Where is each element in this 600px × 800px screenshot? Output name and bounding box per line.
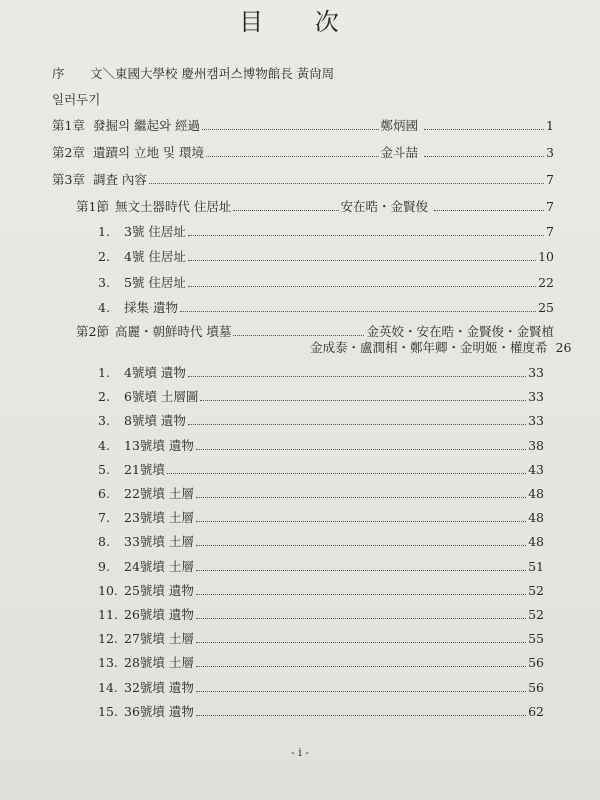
- item-page: 43: [528, 461, 544, 477]
- chapter-title: 遺蹟의 立地 및 環境: [92, 145, 205, 160]
- leader-dots: [434, 209, 544, 211]
- item-number: 10.: [98, 582, 118, 598]
- item-page: 52: [528, 607, 544, 622]
- leader-dots: [188, 375, 526, 377]
- leader-dots: [196, 448, 526, 450]
- toc-item[interactable]: [98, 462, 544, 478]
- leader-dots: [196, 690, 526, 692]
- item-title: 21號墳: [124, 461, 165, 477]
- section-author-line-2: 金成泰・盧潤相・鄭年卿・金明姬・權度希: [310, 340, 548, 355]
- item-number: 15.: [98, 703, 118, 719]
- item-number: 7.: [98, 510, 110, 526]
- item-page: 33: [528, 365, 544, 380]
- toc-item[interactable]: [98, 300, 554, 316]
- chapter-page: 7: [546, 172, 554, 187]
- leader-dots: [196, 593, 526, 595]
- item-number: 6.: [98, 486, 110, 501]
- section-page: 7: [546, 199, 554, 214]
- item-title: 22號墳 土層: [124, 486, 194, 501]
- item-title: 4號 住居址: [124, 249, 186, 265]
- toc-item[interactable]: [98, 559, 544, 575]
- leader-dots: [196, 641, 526, 643]
- item-title: 4號墳 遺物: [124, 365, 186, 380]
- item-page: 48: [528, 534, 544, 550]
- item-page: 52: [528, 582, 544, 598]
- item-title: 13號墳 遺物: [124, 437, 194, 453]
- item-title: 27號墳 土層: [124, 631, 194, 647]
- item-number: 5.: [98, 461, 110, 477]
- item-number: 3.: [98, 274, 110, 290]
- item-page: 48: [528, 510, 544, 526]
- toc-entry-chapter-1[interactable]: [52, 118, 554, 134]
- toc-item[interactable]: [98, 365, 544, 381]
- leader-dots: [200, 399, 526, 401]
- toc-item[interactable]: [98, 389, 544, 405]
- item-title: 32號墳 遺物: [124, 679, 194, 695]
- item-number: 1.: [98, 224, 110, 239]
- leader-dots: [167, 472, 526, 474]
- item-title: 33號墳 土層: [124, 534, 194, 550]
- page-number-footer: - i -: [291, 746, 309, 759]
- toc-item[interactable]: [98, 583, 544, 599]
- leader-dots: [196, 520, 526, 522]
- section-author-line-1: 金英姣・安在晧・金賢俊・金賢植: [366, 324, 554, 339]
- item-number: 9.: [98, 558, 110, 574]
- item-page: 33: [528, 389, 544, 405]
- item-page: 48: [528, 486, 544, 501]
- item-page: 55: [528, 631, 544, 647]
- leader-dots: [233, 209, 338, 211]
- item-number: 13.: [98, 655, 118, 671]
- preface-text: 文＼東國大學校 慶州캠퍼스博物館長 黃尙周: [90, 66, 335, 81]
- item-title: 36號墳 遺物: [124, 703, 194, 719]
- item-title: 28號墳 土層: [124, 655, 194, 671]
- toc-item[interactable]: [98, 275, 554, 291]
- item-number: 2.: [98, 249, 110, 265]
- chapter-title: 調査 內容: [92, 172, 147, 187]
- item-page: 7: [546, 224, 554, 239]
- item-number: 1.: [98, 365, 110, 380]
- toc-item[interactable]: [98, 249, 554, 265]
- toc-item[interactable]: [98, 486, 544, 502]
- section-label: 第2節: [76, 324, 109, 339]
- leader-dots: [180, 310, 536, 312]
- toc-entry-section-2-authors: [310, 340, 572, 356]
- toc-item[interactable]: [98, 534, 544, 550]
- chapter-page: 1: [546, 118, 554, 133]
- leader-dots: [188, 423, 526, 425]
- section-label: 第1節: [76, 199, 109, 214]
- leader-dots: [206, 155, 379, 157]
- item-page: 33: [528, 413, 544, 429]
- item-title: 8號墳 遺物: [124, 413, 186, 429]
- leader-dots: [202, 128, 378, 130]
- item-page: 62: [528, 703, 544, 719]
- chapter-label: 第1章: [52, 118, 85, 133]
- toc-entry-chapter-2[interactable]: [52, 145, 554, 161]
- notes-link[interactable]: 일러두기: [52, 92, 101, 107]
- toc-entry-chapter-3[interactable]: [52, 172, 554, 188]
- item-number: 14.: [98, 679, 118, 695]
- section-author: 安在晧・金賢俊: [340, 199, 429, 214]
- leader-dots: [196, 544, 526, 546]
- toc-item[interactable]: [98, 655, 544, 671]
- toc-item[interactable]: [98, 680, 544, 696]
- item-page: 56: [528, 655, 544, 671]
- leader-dots: [149, 182, 544, 184]
- item-page: 25: [538, 299, 554, 315]
- page-title: 目 次: [239, 8, 361, 36]
- chapter-label: 第3章: [52, 172, 85, 187]
- item-number: 4.: [98, 299, 110, 315]
- preface-label: 序: [52, 66, 65, 81]
- leader-dots: [188, 259, 536, 261]
- chapter-label: 第2章: [52, 145, 85, 160]
- leader-dots: [233, 334, 364, 336]
- toc-item[interactable]: [98, 704, 544, 720]
- section-page: 26: [555, 340, 572, 355]
- item-page: 10: [538, 249, 554, 265]
- item-number: 12.: [98, 631, 118, 647]
- leader-dots: [188, 285, 536, 287]
- item-number: 4.: [98, 437, 110, 453]
- toc-item[interactable]: [98, 607, 544, 623]
- item-number: 2.: [98, 389, 110, 405]
- section-title: 無文土器時代 住居址: [114, 199, 232, 214]
- item-title: 26號墳 遺物: [124, 607, 194, 622]
- leader-dots: [196, 617, 526, 619]
- item-page: 22: [538, 274, 554, 290]
- leader-dots: [424, 155, 544, 157]
- item-number: 11.: [98, 607, 118, 622]
- leader-dots: [196, 714, 526, 716]
- toc-item[interactable]: [98, 631, 544, 647]
- toc-item[interactable]: [98, 438, 544, 454]
- item-title: 23號墳 土層: [124, 510, 194, 526]
- item-page: 56: [528, 679, 544, 695]
- toc-item[interactable]: [98, 224, 554, 240]
- toc-item[interactable]: [98, 510, 544, 526]
- leader-dots: [196, 665, 526, 667]
- item-title: 5號 住居址: [124, 274, 186, 290]
- leader-dots: [424, 128, 544, 130]
- item-title: 25號墳 遺物: [124, 582, 194, 598]
- section-title: 高麗・朝鮮時代 墳墓: [114, 324, 232, 339]
- item-title: 採集 遺物: [124, 299, 178, 315]
- leader-dots: [196, 569, 526, 571]
- item-number: 3.: [98, 413, 110, 429]
- toc-entry-section-1[interactable]: [76, 199, 554, 215]
- item-number: 8.: [98, 534, 110, 550]
- item-page: 51: [528, 558, 544, 574]
- chapter-author: 鄭炳國: [380, 118, 419, 133]
- chapter-page: 3: [546, 145, 554, 160]
- item-title: 3號 住居址: [124, 224, 186, 239]
- toc-item[interactable]: [98, 413, 544, 429]
- chapter-title: 發掘의 繼起와 經過: [92, 118, 201, 133]
- item-title: 24號墳 土層: [124, 558, 194, 574]
- item-page: 38: [528, 437, 544, 453]
- leader-dots: [188, 234, 544, 236]
- leader-dots: [196, 496, 526, 498]
- chapter-author: 金斗喆: [380, 145, 419, 160]
- toc-entry-section-2[interactable]: [76, 324, 554, 340]
- item-title: 6號墳 土層圖: [124, 389, 199, 405]
